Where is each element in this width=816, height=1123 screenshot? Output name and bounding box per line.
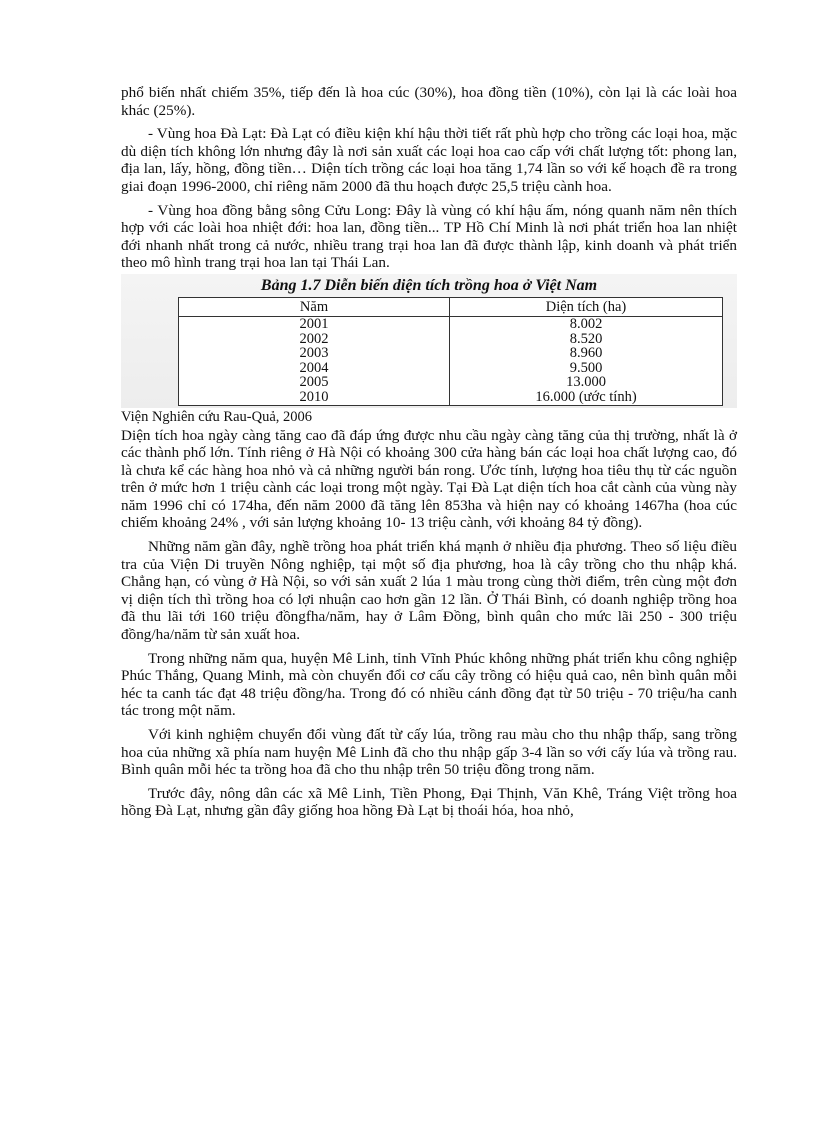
- table-header-area: Diện tích (ha): [450, 297, 723, 316]
- table-row: [179, 332, 723, 347]
- paragraph-recent-development: Những năm gần đây, nghề trồng hoa phát triển khá mạnh ở nhiều địa phương. Theo số liệu điều tra của Viện Di truyền Nông nghiệp, tại một số địa phương, hoa là cây trồng cho thu nhập khá. Chẳng hạn, có vùng ở Hà Nội, so với sản xuất 2 lúa 1 màu trong cùng thời điểm, trên cùng một đơn vị diện tích thì trồng hoa có lợi nhuận cao hơn gần 12 lần. Ở Thái Bình, có doanh nghiệp trồng hoa đã thu lãi tới 160 triệu đồngfha/năm, hay ở Lâm Đồng, bình quân cho mức lãi 250 - 300 triệu đồng/ha/năm từ sản xuất hoa.: [121, 538, 737, 644]
- table-cell-year: 2002: [179, 332, 450, 347]
- table-row: [179, 346, 723, 361]
- table-header-year: Năm: [179, 297, 450, 316]
- table-cell-area: 8.520: [450, 332, 723, 347]
- table-cell-area: 8.960: [450, 346, 723, 361]
- table-cell-year: 2003: [179, 346, 450, 361]
- table-row: [179, 361, 723, 376]
- table-cell-year: 2010: [179, 390, 450, 405]
- table-block: [121, 274, 737, 408]
- table-cell-area: 8.002: [450, 316, 723, 331]
- table-source: Viện Nghiên cứu Rau-Quả, 2006: [121, 408, 313, 425]
- table-header-row: [179, 297, 723, 316]
- paragraph-conversion-experience: Với kinh nghiệm chuyển đổi vùng đất từ cấy lúa, trồng rau màu cho thu nhập thấp, sang trồng hoa của những xã phía nam huyện Mê Linh đã cho thu nhập gấp 3-4 lần so với cấy lúa và trồng rau. Bình quân mỗi héc ta trồng hoa đã cho thu nhập trên 50 triệu đồng trong năm.: [121, 726, 737, 779]
- table-cell-area: 9.500: [450, 361, 723, 376]
- paragraph-dalat-region: - Vùng hoa Đà Lạt: Đà Lạt có điều kiện khí hậu thời tiết rất phù hợp cho trồng các loại hoa, mặc dù diện tích không lớn nhưng đây là nơi sản xuất các loại hoa cao cấp với chất lượng tốt: phong lan, địa lan, lấy, hồng, đồng tiền… Diện tích trồng các loại hoa tăng 1,74 lần so với kế hoạch đề ra trong giai đoạn 1996-2000, chỉ riêng năm 2000 đã thu hoạch được 25,5 triệu cành hoa.: [121, 125, 737, 195]
- paragraph-mekong-region: - Vùng hoa đồng bằng sông Cửu Long: Đây là vùng có khí hậu ấm, nóng quanh năm nên thích hợp với các loài hoa nhiệt đới: hoa lan, đồng tiền... TP Hồ Chí Minh là nơi phát triển hoa lan nhiệt đới nhanh nhất trong cả nước, nhiều trang trại hoa lan đã được thành lập, kinh doanh và phát triển theo mô hình trang trại hoa lan tại Thái Lan.: [121, 201, 737, 272]
- table-cell-area: 16.000 (ước tính): [450, 390, 723, 405]
- flower-area-table: [178, 297, 723, 406]
- table-caption: Bảng 1.7 Diễn biến diện tích trồng hoa ở Việt Nam: [260, 276, 598, 294]
- paragraph-intro-continuation: phổ biến nhất chiếm 35%, tiếp đến là hoa cúc (30%), hoa đồng tiền (10%), còn lại là các loài hoa khác (25%).: [121, 84, 737, 119]
- document-page: [121, 84, 737, 826]
- table-cell-area: 13.000: [450, 375, 723, 390]
- table-cell-year: 2005: [179, 375, 450, 390]
- table-cell-year: 2004: [179, 361, 450, 376]
- table-row: [179, 375, 723, 390]
- paragraph-previous-roses: Trước đây, nông dân các xã Mê Linh, Tiền Phong, Đại Thịnh, Văn Khê, Tráng Việt trồng hoa hồng Đà Lạt, nhưng gần đây giống hoa hồng Đà Lạt bị thoái hóa, hoa nhỏ,: [121, 784, 737, 820]
- table-row: [179, 316, 723, 331]
- table-cell-year: 2001: [179, 316, 450, 331]
- paragraph-area-growth: Diện tích hoa ngày càng tăng cao đã đáp ứng được nhu cầu ngày càng tăng của thị trường, nhất là ở các thành phố lớn. Tính riêng ở Hà Nội có khoảng 300 cửa hàng bán các loại hoa chất lượng cao, đó là chưa kể các hàng hoa nhỏ và cả những người bán rong. Ước tính, lượng hoa tiêu thụ từ các nguồn trên ở mức hơn 1 triệu cành các loại trong một ngày. Tại Đà Lạt diện tích hoa cắt cành của vùng này năm 1996 chỉ có 174ha, đến năm 2000 đã tăng lên 853ha và hiện nay có khoảng 1467ha (hoa cúc chiếm khoảng 24% , với sản lượng khoảng 10- 13 triệu cành, với khoảng 84 tỷ đồng).: [121, 426, 737, 532]
- paragraph-me-linh: Trong những năm qua, huyện Mê Linh, tỉnh Vĩnh Phúc không những phát triển khu công nghiệp Phúc Thắng, Quang Minh, mà còn chuyển đổi cơ cấu cây trồng có hiệu quả cao, nên bình quân mỗi héc ta canh tác đạt 48 triệu đồng/ha. Trong đó có nhiều cánh đồng đạt từ 50 triệu - 70 triệu/ha canh tác trong một năm.: [121, 649, 737, 720]
- table-row: [179, 390, 723, 405]
